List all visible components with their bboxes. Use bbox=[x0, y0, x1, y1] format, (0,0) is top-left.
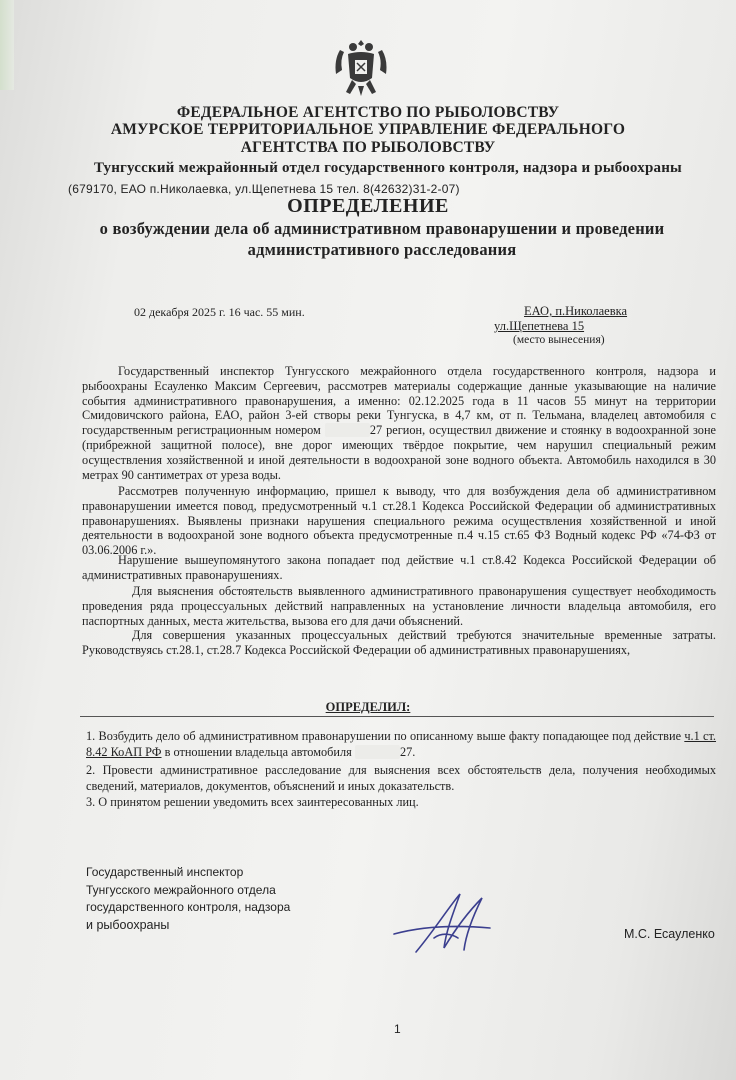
decision-item-1-part-a: 1. Возбудить дело об административном правонарушении по описанному выше факту попадающее под действие bbox=[86, 729, 682, 743]
document-subtitle-1: о возбуждении дела об административном правонарушении и проведении bbox=[99, 219, 665, 238]
decision-item-2: 2. Провести административное расследование для выяснения всех обстоятельств дела, получения необходимых сведений, материалов, документов, объяснений и иных доказательств. bbox=[86, 763, 716, 793]
page-number: 1 bbox=[394, 1022, 401, 1036]
place-line-1: ЕАО, п.Николаевка bbox=[524, 304, 628, 318]
paragraph-1 bbox=[82, 364, 716, 482]
redacted-plate-2 bbox=[355, 745, 400, 759]
document-date: 02 декабря 2025 г. 16 час. 55 мин. bbox=[134, 305, 305, 319]
decision-divider bbox=[80, 716, 714, 717]
department-address: (679170, ЕАО п.Николаевка, ул.Щепетнева 15 тел. 8(42632)31-2-07) bbox=[68, 182, 460, 196]
signatory-line-4: и рыбоохраны bbox=[86, 917, 170, 932]
coat-of-arms-icon bbox=[330, 36, 392, 100]
decision-item-1-law-ref: ч.1 ст. 8.42 КоАП РФ bbox=[86, 729, 717, 759]
signatory-line-1: Государственный инспектор bbox=[86, 865, 244, 879]
redacted-plate bbox=[325, 423, 370, 437]
signatory-line-3: государственного контроля, надзора bbox=[86, 900, 291, 914]
department-name: Тунгусский межрайонный отдел государственного контроля, надзора и рыбоохраны bbox=[94, 160, 682, 176]
agency-line-2: АМУРСКОЕ ТЕРРИТОРИАЛЬНОЕ УПРАВЛЕНИЕ ФЕДЕРАЛЬНОГО bbox=[110, 121, 626, 138]
document-title: ОПРЕДЕЛЕНИЕ bbox=[287, 195, 449, 217]
page-edge-shadow bbox=[0, 0, 14, 90]
paragraph-1-part-b: 27 регион, осуществил движение и стоянку в водоохранной зоне (прибрежной защитной полосе), вне дорог имеющих твёрдое покрытие, чем нарушил специальный режим осуществления хозяйственной и иной деятельности в водоохраной зоне водного объекта. Автомобиль находился в 30 метрах 90 сантиметрах от уреза воды. bbox=[82, 423, 716, 482]
paragraph-3: Нарушение вышеупомянутого закона попадает под действие ч.1 ст.8.42 Кодекса Российской Федерации об административных правонарушениях. bbox=[82, 553, 716, 582]
decision-heading: ОПРЕДЕЛИЛ: bbox=[325, 700, 411, 714]
decision-item-1-part-b: в отношении владельца автомобиля bbox=[164, 745, 352, 759]
agency-line-1: ФЕДЕРАЛЬНОЕ АГЕНТСТВО ПО РЫБОЛОВСТВУ bbox=[176, 104, 560, 121]
decision-item-1-part-c: 27. bbox=[399, 745, 416, 759]
signatory-block bbox=[86, 864, 290, 934]
agency-line-3: АГЕНТСТВА ПО РЫБОЛОВСТВУ bbox=[240, 139, 496, 156]
decision-item-1 bbox=[86, 728, 716, 760]
paragraph-1-part-a: Государственный инспектор Тунгусского межрайонного отдела государственного контроля, надзора и рыбоохраны Есауленко Максим Сергеевич, рассмотрев материалы содержащие данные указывающие на наличие события административного правонарушения, а именно: 02.12.2025 года в 11 часов 55 минут на территории Смидовичского района, ЕАО, район 3-ей створы реки Тунгуска, в 4,7 км, от п. Тельмана, владелец автомобиля с государственным регистрационным номером bbox=[82, 364, 716, 438]
paragraph-2: Рассмотрев полученную информацию, пришел к выводу, что для возбуждения дела об административном правонарушении имеется повод, предусмотренный ч.1 ст.28.1 Кодекса Российской Федерации об административных правонарушениях. Выявлены признаки нарушения специального режима осуществления хозяйственной и иной деятельности в водоохраной зоне водного объекта предусмотренные п.4 ч.15 ст.65 ФЗ Водный кодекс РФ «74-ФЗ от 03.06.2006 г.». bbox=[82, 484, 716, 558]
place-line-2: ул.Щепетнева 15 bbox=[494, 319, 585, 333]
paragraph-5: Для совершения указанных процессуальных действий требуются значительные временные затраты. Руководствуясь ст.28.1, ст.28.7 Кодекса Российской Федерации об административных правонарушениях, bbox=[82, 628, 716, 657]
signatory-name: М.С. Есауленко bbox=[624, 927, 715, 941]
paragraph-4: Для выяснения обстоятельств выявленного административного правонарушения существует необходимость проведения ряда процессуальных действий направленных на установление личности владельца автомобиля, его паспортных данных, места жительства, вызова его для дачи объяснений. bbox=[82, 584, 716, 628]
place-note: (место вынесения) bbox=[513, 334, 605, 346]
decision-item-3: 3. О принятом решении уведомить всех заинтересованных лиц. bbox=[86, 795, 419, 809]
signatory-line-2: Тунгусского межрайонного отдела bbox=[86, 882, 276, 897]
handwritten-signature bbox=[386, 888, 496, 960]
document-subtitle-2: административного расследования bbox=[247, 240, 517, 259]
